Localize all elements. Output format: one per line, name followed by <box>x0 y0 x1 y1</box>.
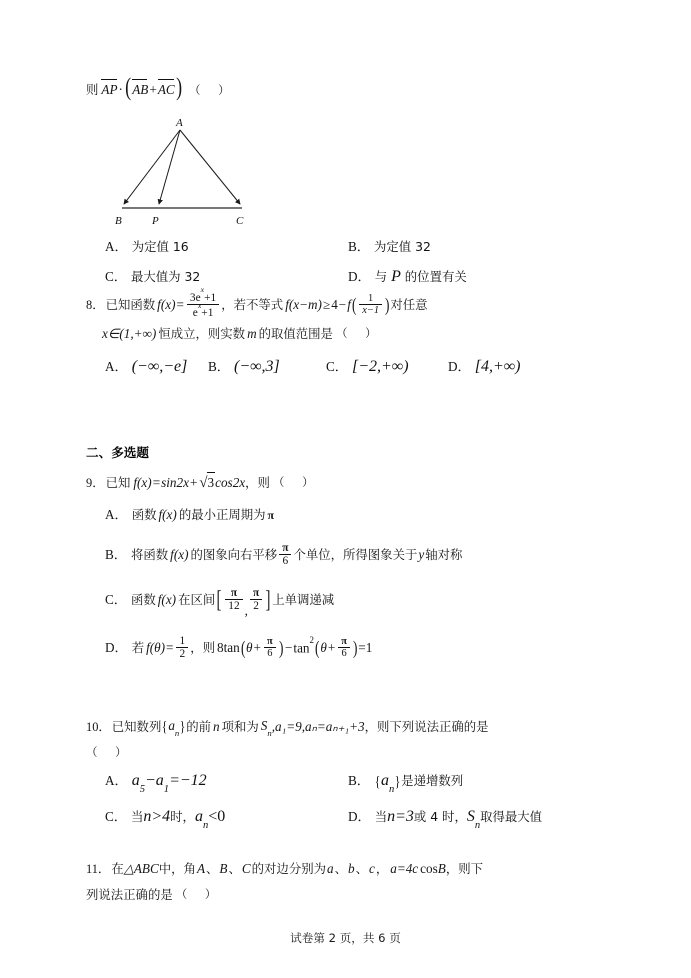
q8-frac-denominator: $e^x+1$ <box>187 304 219 319</box>
q9-c-left-bracket: [ <box>216 587 222 614</box>
q10-option-c-label: C． <box>105 809 127 825</box>
q10-option-c-pre: 当 <box>130 809 144 825</box>
q8-stem-2: 若不等式 <box>233 296 284 312</box>
q11-sep-1: 、 <box>206 860 219 876</box>
q9-stem-1: 已知 <box>105 474 131 490</box>
q9-d-arg1-num: π <box>266 635 273 647</box>
q9-option-a[interactable] <box>86 496 606 534</box>
q9-d-arg2-num: π <box>341 635 347 647</box>
q11-cos: cos <box>420 861 438 877</box>
q9-option-d-label: D． <box>105 640 128 656</box>
q10-stem-line-2 <box>86 740 606 766</box>
vector-ac: AC <box>158 78 175 100</box>
q9-equals: = <box>152 475 161 491</box>
q9-fx: f(x) <box>133 475 152 491</box>
plus-operator: + <box>149 82 157 97</box>
q10-option-b[interactable] <box>348 770 591 795</box>
q9-c-fraction-1 <box>225 587 242 613</box>
q7-option-row-1 <box>105 236 605 256</box>
q8-inner-fraction <box>359 293 382 316</box>
q9-d-paren1-right: ) <box>278 638 284 660</box>
figure-label-p: P <box>152 215 159 227</box>
q9-option-c-mid: 在区间 <box>178 591 216 607</box>
q10-option-d-label: D． <box>348 809 371 825</box>
figure-label-b: B <box>115 215 122 227</box>
segment-ac <box>180 130 240 204</box>
left-paren: ( <box>125 74 132 101</box>
segment-ap <box>159 130 180 204</box>
q9-d-paren2-right: ) <box>352 638 358 660</box>
q10-S-var: $S_n$ <box>260 718 272 738</box>
q11-stem-line-1 <box>86 856 606 882</box>
q11-cos-arg: B <box>437 861 446 877</box>
q7-option-d-text-pre: 与 <box>374 269 392 284</box>
q9-option-c-pre: 函数 <box>130 591 156 607</box>
q11-comma: ， <box>375 860 389 876</box>
q8-minus: − <box>338 297 347 313</box>
q10-conditions: ,a₁=9,aₙ=aₙ₊₁+3 <box>271 719 365 735</box>
q9-c-frac1-num: π <box>230 586 238 599</box>
q8-four: 4 <box>331 297 338 313</box>
q8-line2-text-2: 的取值范围是 <box>258 325 333 341</box>
q9-c-frac2-den: 2 <box>250 599 262 612</box>
question-7-stem-tail <box>86 74 606 101</box>
q9-option-b-post: 个单位，所得图象关于 <box>293 546 418 562</box>
q10-option-a[interactable] <box>105 770 348 795</box>
question-10 <box>86 714 606 831</box>
segment-ab <box>124 130 180 204</box>
q11-sep-2: 、 <box>228 860 241 876</box>
q10-stem-1: 已知数列 <box>111 718 162 734</box>
q9-d-arg1-den: 6 <box>264 647 276 659</box>
q9-d-value-fraction <box>176 635 188 661</box>
q10-option-c-cond: n>4 <box>143 808 171 826</box>
q9-option-a-value: π <box>267 508 275 522</box>
q11-triangle: △ABC <box>123 861 159 877</box>
q10-option-c[interactable] <box>105 806 348 831</box>
q8-equals: = <box>176 297 184 313</box>
q10-b-brace-right: } <box>394 773 401 790</box>
q8-stem-line-2 <box>86 320 606 348</box>
q9-option-d-ftheta: f(θ) <box>146 640 166 656</box>
q9-d-theta-2: θ <box>320 640 327 656</box>
q10-seq-var: $a_n$ <box>168 718 180 738</box>
q9-c-right-bracket: ] <box>265 587 271 614</box>
q10-option-row-2 <box>86 806 606 831</box>
q9-stem <box>86 470 606 496</box>
q9-d-plus-2: + <box>327 640 336 656</box>
q8-stem-1: 已知函数 <box>105 296 156 312</box>
q8-option-d-text: [4,+∞) <box>474 358 521 375</box>
q11-stem-line-2 <box>86 882 606 908</box>
q9-d-equals: = <box>166 640 174 656</box>
q10-option-d-tail: 取得最大值 <box>480 809 543 825</box>
q11-angle-c: C <box>241 861 251 877</box>
q7-option-a[interactable] <box>105 236 348 256</box>
q10-stem-2: 的前 <box>186 718 212 734</box>
q11-angle-a: A <box>196 861 206 877</box>
q8-option-a[interactable] <box>105 356 208 376</box>
q7-option-d-label: D． <box>348 269 371 284</box>
q9-option-a-post: 的最小正周期为 <box>178 506 266 522</box>
q10-option-d[interactable] <box>348 806 591 831</box>
radical-icon: √ <box>199 475 208 492</box>
q11-stem-1: 在 <box>111 860 124 876</box>
q9-c-frac1-den: 12 <box>225 599 242 612</box>
q9-option-d[interactable] <box>86 624 606 672</box>
q9-option-c-post: 上单调递减 <box>272 591 335 607</box>
q8-option-b-label: B． <box>208 359 230 374</box>
q8-stem-3: 对任意 <box>390 296 428 312</box>
figure-label-c: C <box>236 215 244 227</box>
q10-option-b-label: B． <box>348 773 370 788</box>
q9-d-arg-fraction-2 <box>338 636 350 659</box>
q8-inner-right-paren: ) <box>384 295 390 317</box>
q10-n-var: n <box>213 719 220 735</box>
q9-d-theta-1: θ <box>246 640 253 656</box>
q9-option-b-fx: f(x) <box>170 547 189 563</box>
q8-domain: x∈(1,+∞) <box>102 326 157 342</box>
q8-option-c-label: C． <box>326 359 348 374</box>
q9-stem-2: 则 <box>257 474 270 490</box>
q8-f: f <box>347 297 351 313</box>
q8-option-d[interactable] <box>448 356 520 376</box>
q8-line2-text-1: 恒成立，则实数 <box>158 325 246 341</box>
q11-answer-blank: （ ） <box>175 887 224 902</box>
q9-d-arg2-den: 6 <box>338 647 350 659</box>
q8-inequality-lhs: f(x−m) <box>285 297 322 313</box>
q10-b-seq: $a_n$ <box>380 772 395 795</box>
question-11 <box>86 856 606 908</box>
q9-option-c-fx: f(x) <box>157 592 177 608</box>
q10-answer-blank: （ ） <box>86 745 134 760</box>
q11-side-b: b <box>347 861 355 877</box>
question-9 <box>86 470 606 672</box>
q10-option-c-tail-var: $a_n$ <box>194 808 209 831</box>
q9-d-minus: − <box>284 640 293 656</box>
q10-option-d-cond: n=3 <box>387 808 414 826</box>
q8-frac-numerator: $3e^x+1$ <box>189 285 217 304</box>
figure-label-a: A <box>176 117 183 129</box>
q9-option-b-mid: 的图象向右平移 <box>190 546 278 562</box>
q9-sqrt3: √3 <box>198 472 215 494</box>
q9-b-frac-num: π <box>282 541 289 554</box>
page-content <box>86 74 606 902</box>
q9-d-val-den: 2 <box>176 647 188 660</box>
q10-option-a-label: A． <box>105 773 128 788</box>
q7-option-row-2 <box>105 266 605 286</box>
q8-option-b-text: (−∞,3] <box>233 358 280 375</box>
q9-d-plus-1: + <box>253 640 261 656</box>
q9-d-coefficient: 8tan <box>216 640 240 656</box>
q9-option-a-label: A． <box>105 507 128 523</box>
section-2-header <box>86 442 149 462</box>
q10-option-c-tail: <0 <box>208 808 226 826</box>
q9-answer-blank: （ ） <box>272 475 321 490</box>
q9-d-result: =1 <box>358 640 373 656</box>
q10-option-a-math: $a_5-a_1=-12$ <box>131 772 207 795</box>
vector-ap: AP <box>101 78 117 100</box>
q7-option-b[interactable] <box>348 236 591 256</box>
q8-option-a-text: (−∞,−e] <box>131 358 188 375</box>
q7-option-b-text: 为定值 32 <box>373 239 431 254</box>
q11-equation: a=4c <box>390 861 419 877</box>
question-8 <box>86 285 606 376</box>
q9-d-val-num: 1 <box>179 634 186 647</box>
q11-stem-3: 的对边分别为 <box>251 860 326 876</box>
q8-m-var: m <box>247 326 257 342</box>
q7-option-d-text-post: 的位置有关 <box>400 269 467 284</box>
q9-plus: + <box>189 475 198 491</box>
triangle-svg <box>100 114 280 232</box>
q9-option-c[interactable] <box>86 576 606 624</box>
q11-stem-4: ，则下 <box>445 860 483 876</box>
section-2-title: 二、多选题 <box>86 445 149 460</box>
q9-option-b-pre: 将函数 <box>130 546 169 562</box>
q7-option-c-label: C． <box>105 269 127 284</box>
q11-side-a: a <box>327 861 334 877</box>
q9-c-frac2-num: π <box>252 586 260 599</box>
q8-option-b[interactable] <box>208 356 326 376</box>
q9-cos-term: cos2x <box>215 475 246 491</box>
q8-fraction <box>187 285 219 319</box>
q8-answer-blank: （ ） <box>335 326 384 341</box>
q10-option-d-S: $S_n$ <box>466 808 481 831</box>
q10-stem-line-1 <box>86 714 606 740</box>
q8-option-d-label: D． <box>448 359 471 374</box>
page-footer <box>0 930 691 946</box>
q7-option-a-text: 为定值 16 <box>131 239 189 254</box>
q8-option-c-text: [−2,+∞) <box>351 358 409 375</box>
q9-number: 9． <box>86 475 105 490</box>
q7-option-c[interactable] <box>105 266 348 286</box>
q8-option-c[interactable] <box>326 356 448 376</box>
q9-d-tan-squared: $\tan^2$ <box>293 634 315 656</box>
q9-option-b[interactable] <box>86 534 606 576</box>
q8-ge: ≥ <box>322 297 331 313</box>
triangle-figure <box>100 114 280 232</box>
q7-option-d[interactable] <box>348 266 591 286</box>
q10-b-brace-left: { <box>374 773 381 790</box>
q9-c-separator: , <box>244 603 248 619</box>
q9-d-paren2-left: ( <box>314 638 320 660</box>
q11-number: 11． <box>86 861 111 876</box>
q7-stem-prefix: 则 <box>86 82 99 97</box>
q8-inner-den: x−1 <box>359 304 382 316</box>
q10-number: 10． <box>86 719 111 734</box>
q9-option-b-fraction <box>279 542 291 568</box>
q9-option-a-pre: 函数 <box>131 506 157 522</box>
q10-stem-4: ，则下列说法正确的是 <box>364 718 489 734</box>
q9-c-fraction-2 <box>250 587 262 613</box>
question-7-options <box>105 236 605 286</box>
q7-answer-blank: （ ） <box>189 83 237 97</box>
q10-option-b-text: 是递增数列 <box>401 773 464 788</box>
q11-angle-b: B <box>219 861 228 877</box>
q7-option-a-label: A． <box>105 239 128 254</box>
q8-inner-left-paren: ( <box>351 295 357 317</box>
q11-side-c: c <box>368 861 375 877</box>
q8-comma-1: ， <box>221 296 234 312</box>
q9-d-paren1-left: ( <box>240 638 246 660</box>
q9-d-comma: ， <box>190 639 203 655</box>
q10-option-c-mid: 时， <box>170 809 195 825</box>
q8-number: 8． <box>86 297 105 312</box>
q8-option-a-label: A． <box>105 359 128 374</box>
q9-option-b-tail: 轴对称 <box>425 546 463 562</box>
q11-line2-text: 列说法正确的是 <box>86 886 173 902</box>
q11-stem-2: 中，角 <box>158 860 196 876</box>
q9-option-c-label: C． <box>105 592 127 608</box>
q10-option-d-mid: 或 4 时， <box>413 809 467 825</box>
q9-d-arg-fraction-1 <box>264 636 276 659</box>
q7-option-c-text: 最大值为 32 <box>130 269 201 284</box>
vector-ab: AB <box>132 78 148 100</box>
q10-stem-3: 项和为 <box>221 718 259 734</box>
q9-option-d-pre: 若 <box>131 639 145 655</box>
q10-brace-right: } <box>179 718 186 735</box>
q9-option-b-axis: y <box>418 547 425 563</box>
footer-text: 试卷第 2 页，共 6 页 <box>290 931 401 945</box>
q7-option-b-label: B． <box>348 239 370 254</box>
q10-option-row-1 <box>86 770 606 795</box>
q10-brace-left: { <box>162 718 168 735</box>
q8-inner-num: 1 <box>368 292 374 304</box>
right-paren: ) <box>175 74 182 101</box>
q7-option-d-var: P <box>391 268 401 285</box>
q9-option-a-fx: f(x) <box>158 507 177 523</box>
q9-option-b-label: B． <box>105 547 127 563</box>
q9-d-then: 则 <box>202 639 215 655</box>
q11-sep-4: 、 <box>355 860 368 876</box>
q8-options <box>86 356 606 376</box>
q9-b-frac-den: 6 <box>279 554 291 567</box>
q11-sep-3: 、 <box>334 860 347 876</box>
q10-option-d-pre: 当 <box>374 809 388 825</box>
q8-stem-line-1 <box>86 285 606 320</box>
q9-comma: ， <box>245 474 258 490</box>
dot-operator: · <box>118 82 123 97</box>
q9-sin-term: sin2x <box>161 475 189 491</box>
q8-fx: f(x) <box>157 297 176 313</box>
